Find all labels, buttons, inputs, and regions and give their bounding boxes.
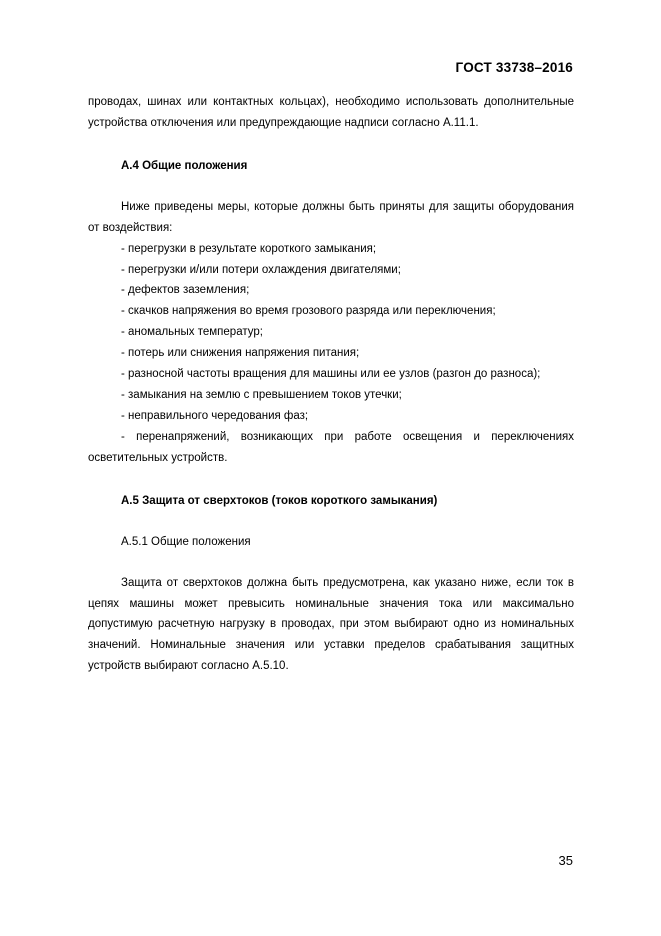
list-item: - дефектов заземления; — [121, 284, 250, 297]
list-item: - перегрузки в результате короткого замыкания; — [121, 242, 377, 255]
section-a51-paragraph: Защита от сверхтоков должна быть предусмотрена, как указано ниже, если ток в цепях машины может превысить номинальные значения тока или максимально допустимую расчетную нагрузку в проводах, при этом выбирают одно из номинальных значений. Номинальные значения или уставки пределов срабатывания защитных устройств выбирают согласно А.5.10. — [88, 576, 574, 673]
intro-paragraph: проводах, шинах или контактных кольцах), необходимо использовать дополнительные устройства отключения или предупреждающие надписи согласно А.11.1. — [88, 96, 574, 129]
section-subheading-a51: А.5.1 Общие положения — [121, 535, 251, 548]
page-header: ГОСТ 33738–2016 — [455, 60, 573, 75]
list-item: - неправильного чередования фаз; — [121, 409, 309, 422]
page-number: 35 — [558, 853, 573, 868]
section-a4-paragraph: Ниже приведены меры, которые должны быть приняты для защиты оборудования от воздействия: — [88, 200, 574, 234]
list-item: - перенапряжений, возникающих при работе освещения и переключениях осветительных устройств. — [88, 430, 574, 464]
section-heading-a5: А.5 Защита от сверхтоков (токов короткого замыкания) — [121, 494, 438, 507]
page-content — [88, 92, 574, 677]
list-item: - замыкания на землю с превышением токов утечки; — [121, 389, 402, 402]
list-item: - разносной частоты вращения для машины или ее узлов (разгон до разноса); — [121, 368, 541, 381]
list-item: - аномальных температур; — [121, 326, 263, 339]
section-a4-list — [88, 239, 574, 469]
list-item: - потерь или снижения напряжения питания; — [121, 347, 360, 360]
section-heading-a4: А.4 Общие положения — [121, 159, 248, 172]
list-item: - скачков напряжения во время грозового разряда или переключения; — [121, 305, 496, 318]
list-item: - перегрузки и/или потери охлаждения двигателями; — [121, 263, 401, 276]
